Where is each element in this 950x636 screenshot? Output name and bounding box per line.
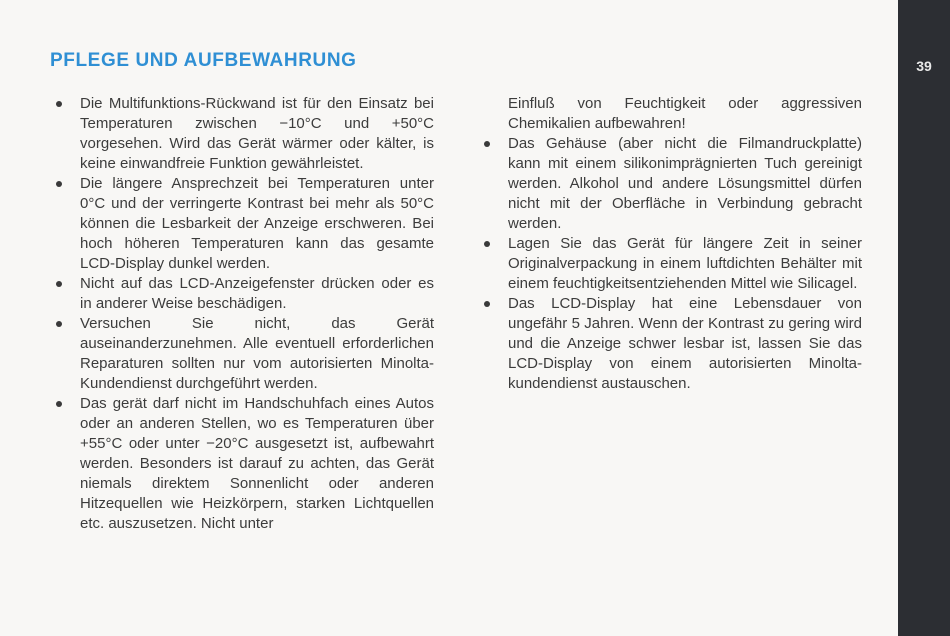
list-item — [56, 314, 434, 394]
list-item — [484, 234, 862, 294]
list-item-text: Das gerät darf nicht im Handschuhfach eines Autos oder an anderen Stellen, wo es Temperaturen über +55°C oder unter −20°C ausgesetzt ist, aufbewahrt werden. Besonders ist darauf zu achten, das Gerät niemals direktem Sonnenlicht oder anderen Hitzequellen wie Heizkörpern, starken Lichtquellen etc. auszusetzen. Nicht unter — [80, 395, 434, 532]
right-column — [484, 94, 862, 394]
list-item-text: Die längere Ansprechzeit bei Temperaturen unter 0°C und der verringerte Kontrast bei mehr als 50°C können die Lesbarkeit der Anzeige erschweren. Bei hoch höheren Temperaturen kann das gesamte LCD-Display dunkel werden. — [80, 175, 434, 272]
list-item — [56, 94, 434, 174]
list-item-text: Nicht auf das LCD-Anzeigefenster drücken oder es in anderer Weise beschädigen. — [80, 275, 434, 312]
list-item — [484, 294, 862, 394]
bullet-icon — [484, 141, 490, 147]
list-item-text: Die Multifunktions-Rückwand ist für den Einsatz bei Temperaturen zwischen −10°C und +50°C vorgesehen. Wird das Gerät wärmer oder kälter, is keine einwandfreie Funktion gewährleistet. — [80, 95, 434, 172]
bullet-icon — [484, 301, 490, 307]
list-item — [484, 134, 862, 234]
list-item-text: Versuchen Sie nicht, das Gerät auseinanderzunehmen. Alle eventuell erforderlichen Reparaturen sollten nur vom autorisierten Minolta-Kundendienst durchgeführt werden. — [80, 315, 434, 392]
page-number: 39 — [916, 58, 932, 74]
list-item — [56, 274, 434, 314]
bullet-icon — [56, 321, 62, 327]
bullet-icon — [56, 281, 62, 287]
list-item-text: Das Gehäuse (aber nicht die Filmandruckplatte) kann mit einem silikonimprägnierten Tuch gereinigt werden. Alkohol und andere Lösungsmittel dürfen nicht mit der Oberfläche in Verbindung gebracht werden. — [508, 135, 862, 232]
continued-paragraph — [484, 94, 862, 134]
bullet-icon — [56, 181, 62, 187]
continued-text: Einfluß von Feuchtigkeit oder aggressiven Chemikalien aufbewahren! — [508, 95, 862, 132]
left-column — [56, 94, 434, 534]
page-edge-tab — [898, 0, 950, 636]
bullet-icon — [56, 101, 62, 107]
list-item — [56, 394, 434, 534]
page-title: PFLEGE UND AUFBEWAHRUNG — [50, 50, 357, 71]
list-item-text: Das LCD-Display hat eine Lebensdauer von ungefähr 5 Jahren. Wenn der Kontrast zu gering wird und die Anzeige schwer lesbar ist, lassen Sie das LCD-Display von einem autorisierten Minolta-kundendienst austauschen. — [508, 295, 862, 392]
bullet-icon — [56, 401, 62, 407]
bullet-icon — [484, 241, 490, 247]
list-item-text: Lagen Sie das Gerät für längere Zeit in seiner Originalverpackung in einem luftdichten Behälter mit einem feuchtigkeitsentziehenden Mittel wie Silicagel. — [508, 235, 862, 292]
list-item — [56, 174, 434, 274]
